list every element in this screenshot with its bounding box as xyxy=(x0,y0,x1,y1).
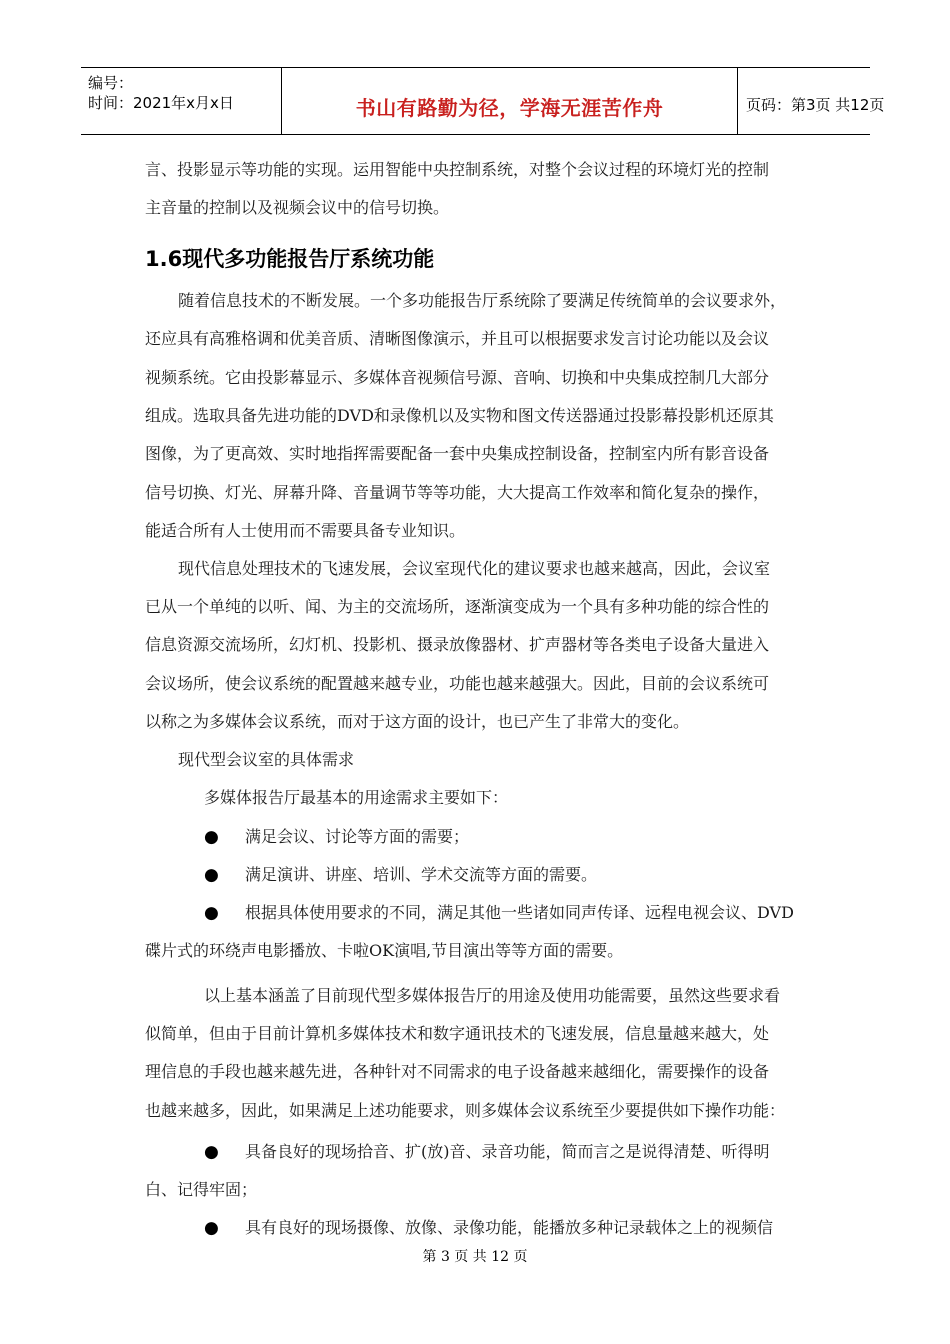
paragraph-line: 理信息的手段也越来越先进，各种针对不同需求的电子设备越来越细化，需要操作的设备 xyxy=(145,1062,770,1081)
paragraph-line: 还应具有高雅格调和优美音质、清晰图像演示，并且可以根据要求发言讨论功能以及会议 xyxy=(145,329,770,348)
bullet-icon: ● xyxy=(204,865,219,885)
paragraph-line: 也越来越多，因此，如果满足上述功能要求，则多媒体会议系统至少要提供如下操作功能： xyxy=(145,1101,786,1120)
paragraph-line: 图像，为了更高效、实时地指挥需要配备一套中央集成控制设备，控制室内所有影音设备 xyxy=(145,444,770,463)
needs-intro: 多媒体报告厅最基本的用途需求主要如下： xyxy=(204,788,509,807)
paragraph-line: 信号切换、灯光、屏幕升降、音量调节等等功能，大大提高工作效率和简化复杂的操作， xyxy=(145,483,770,502)
paragraph-line: 组成。选取具备先进功能的DVD和录像机以及实物和图文传送器通过投影幕投影机还原其 xyxy=(145,406,774,425)
need-item: 满足会议、讨论等方面的需要； xyxy=(245,827,470,846)
header-motto-cell xyxy=(282,68,738,134)
function-item: 具备良好的现场拾音、扩(放)音、录音功能，简而言之是说得清楚、听得明 xyxy=(245,1142,770,1161)
paragraph-line: 现代信息处理技术的飞速发展，会议室现代化的建议要求也越来越高，因此，会议室 xyxy=(178,559,771,578)
paragraph-line: 已从一个单纯的以听、闻、为主的交流场所，逐渐演变成为一个具有多种功能的综合性的 xyxy=(145,597,770,616)
page-footer: 第 3 页 共 12 页 xyxy=(422,1249,528,1265)
bullet-icon: ● xyxy=(204,827,219,847)
intro-line: 言、投影显示等功能的实现。运用智能中央控制系统，对整个会议过程的环境灯光的控制 xyxy=(145,160,770,179)
paragraph-line: 似简单，但由于目前计算机多媒体技术和数字通讯技术的飞速发展，信息量越来越大，处 xyxy=(145,1024,770,1043)
intro-line: 主音量的控制以及视频会议中的信号切换。 xyxy=(145,198,450,217)
need-item: 根据具体使用要求的不同，满足其他一些诸如同声传译、远程电视会议、DVD xyxy=(245,903,794,922)
function-item: 具有良好的现场摄像、放像、录像功能，能播放多种记录载体之上的视频信 xyxy=(245,1218,774,1237)
paragraph-line: 能适合所有人士使用而不需要具备专业知识。 xyxy=(145,521,466,540)
serial-label: 编号： xyxy=(88,74,134,92)
subheading: 现代型会议室的具体需求 xyxy=(178,750,355,769)
section-heading: 1.6现代多功能报告厅系统功能 xyxy=(145,247,435,271)
bullet-icon: ● xyxy=(204,1218,219,1238)
header-page-cell xyxy=(738,68,885,134)
header-info-cell xyxy=(81,68,282,134)
bullet-icon: ● xyxy=(204,903,219,923)
paragraph-line: 视频系统。它由投影幕显示、多媒体音视频信号源、音响、切换和中央集成控制几大部分 xyxy=(145,368,770,387)
motto-text: 书山有路勤为径，学海无涯苦作舟 xyxy=(355,96,664,120)
paragraph-line: 以称之为多媒体会议系统，而对于这方面的设计，也已产生了非常大的变化。 xyxy=(145,712,690,731)
paragraph-line: 以上基本涵盖了目前现代型多媒体报告厅的用途及使用功能需要，虽然这些要求看 xyxy=(204,986,781,1005)
paragraph-line: 会议场所，使会议系统的配置越来越专业，功能也越来越强大。因此，目前的会议系统可 xyxy=(145,674,770,693)
paragraph-line: 随着信息技术的不断发展。一个多功能报告厅系统除了要满足传统简单的会议要求外， xyxy=(178,291,787,310)
page-header xyxy=(81,67,885,135)
date-label: 时间：2021年x月x日 xyxy=(88,94,234,112)
page-code: 页码：第3页 共12页 xyxy=(746,96,885,114)
need-item: 满足演讲、讲座、培训、学术交流等方面的需要。 xyxy=(245,865,598,884)
function-item-continuation: 白、记得牢固； xyxy=(145,1180,258,1199)
bullet-icon: ● xyxy=(204,1142,219,1162)
need-item-continuation: 碟片式的环绕声电影播放、卡啦OK演唱,节目演出等等方面的需要。 xyxy=(145,941,624,960)
paragraph-line: 信息资源交流场所，幻灯机、投影机、摄录放像器材、扩声器材等各类电子设备大量进入 xyxy=(145,635,770,654)
